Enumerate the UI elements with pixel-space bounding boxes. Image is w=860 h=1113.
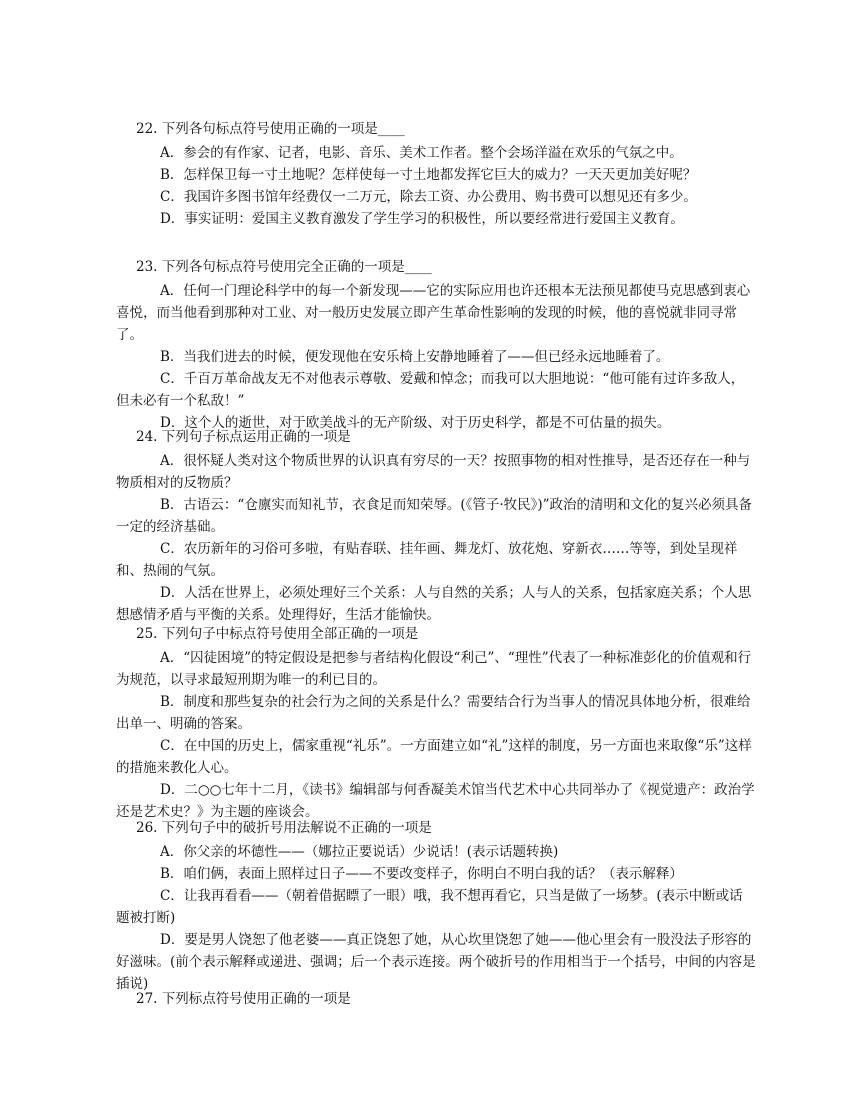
question-stem: 22. 下列各句标点符号使用正确的一项是____ xyxy=(136,121,405,137)
question-24 xyxy=(116,426,756,626)
question-stem: 26. 下列句子中的破折号用法解说不正确的一项是 xyxy=(136,820,432,836)
question-stem: 27. 下列标点符号使用正确的一项是 xyxy=(136,991,351,1007)
option-c: C．让我再看看——（朝着借据瞟了一眼）哦，我不想再看它，只当是做了一场梦。(表示中断或话题被打断) xyxy=(116,888,743,926)
question-25 xyxy=(116,623,756,823)
option-c: C．农历新年的习俗可多啦，有贴春联、挂年画、舞龙灯、放花炮、穿新衣……等等，到处呈现祥和、热闹的气氛。 xyxy=(116,541,738,579)
option-b: B．怎样保卫每一寸土地呢？怎样使每一寸土地都发挥它巨大的威力？一天天更加美好呢？ xyxy=(160,167,697,183)
option-d: D．人活在世界上，必须处理好三个关系：人与自然的关系；人与人的关系，包括家庭关系；个人思想感情矛盾与平衡的关系。处理得好，生活才能愉快。 xyxy=(116,585,752,623)
option-d: D．要是男人饶恕了他老婆——真正饶恕了她，从心坎里饶恕了她——他心里会有一股没法子形容的好滋味。(前个表示解释或递进、强调；后一个表示连接。两个破折号的作用相当于一个括号，中间的内容是插说) xyxy=(116,932,756,992)
option-a: A．你父亲的坏德性——（娜拉正要说话）少说话！(表示话题转换) xyxy=(160,844,559,860)
question-26 xyxy=(116,817,756,995)
option-a: A．“囚徒困境”的特定假设是把参与者结构化假设“利己”、“理性”代表了一种标准彭化的价值观和行为规范，以寻求最短刑期为唯一的利已目的。 xyxy=(116,650,752,688)
question-23 xyxy=(116,256,756,434)
option-a: A．任何一门理论科学中的每一个新发现——它的实际应用也许还根本无法预见都使马克思感到衷心喜悦，而当他看到那种对工业、对一般历史发展立即产生革命性影响的发现的时候，他的喜悦就非同寻常了。 xyxy=(116,283,751,343)
option-d: D．二○○七年十二月，《读书》编辑部与何香凝美术馆当代艺术中心共同举办了《视觉遗产：政治学还是艺术史？》为主题的座谈会。 xyxy=(116,782,755,820)
option-c: C．我国许多图书馆年经费仅一二万元，除去工资、办公费用、购书费可以想见还有多少。 xyxy=(160,189,697,205)
option-b: B．制度和那些复杂的社会行为之间的关系是什么？需要结合行为当事人的情况具体地分析，很难给出单一、明确的答案。 xyxy=(116,694,751,732)
option-c: C．在中国的历史上，儒家重视“礼乐”。一方面建立如“礼”这样的制度，另一方面也来取像“乐”这样的措施来教化人心。 xyxy=(116,738,752,776)
option-c: C．千百万革命战友无不对他表示尊敬、爱戴和悼念；而我可以大胆地说：“他可能有过许多敌人，但未必有一个私敌！” xyxy=(116,371,745,409)
option-a: A．参会的有作家、记者，电影、音乐、美术工作者。整个会场洋溢在欢乐的气氛之中。 xyxy=(160,145,683,161)
option-d: D．事实证明：爱国主义教育激发了学生学习的积极性，所以要经常进行爱国主义教育。 xyxy=(160,211,684,227)
option-b: B．咱们俩，表面上照样过日子——不要改变样子，你明白不明白我的话？（表示解释） xyxy=(160,866,683,882)
option-b: B．当我们进去的时候，便发现他在安乐椅上安静地睡着了——但已经永远地睡着了。 xyxy=(160,349,670,365)
option-d: D．这个人的逝世，对于欧美战斗的无产阶级、对于历史科学，都是不可估量的损失。 xyxy=(160,415,671,431)
option-b: B．古语云：“仓廪实而知礼节，衣食足而知荣辱。(《管子·牧民》)”政治的清明和文化的复兴必须具备一定的经济基础。 xyxy=(116,497,753,535)
question-stem: 25. 下列句子中标点符号使用全部正确的一项是 xyxy=(136,626,419,642)
question-27 xyxy=(116,988,756,1012)
question-stem: 23. 下列各句标点符号使用完全正确的一项是____ xyxy=(136,259,432,275)
question-stem: 24. 下列句子标点运用正确的一项是 xyxy=(136,429,351,445)
question-22 xyxy=(116,118,756,230)
option-a: A．很怀疑人类对这个物质世界的认识真有穷尽的一天？按照事物的相对性推导，是否还存在一种与物质相对的反物质？ xyxy=(116,453,751,491)
